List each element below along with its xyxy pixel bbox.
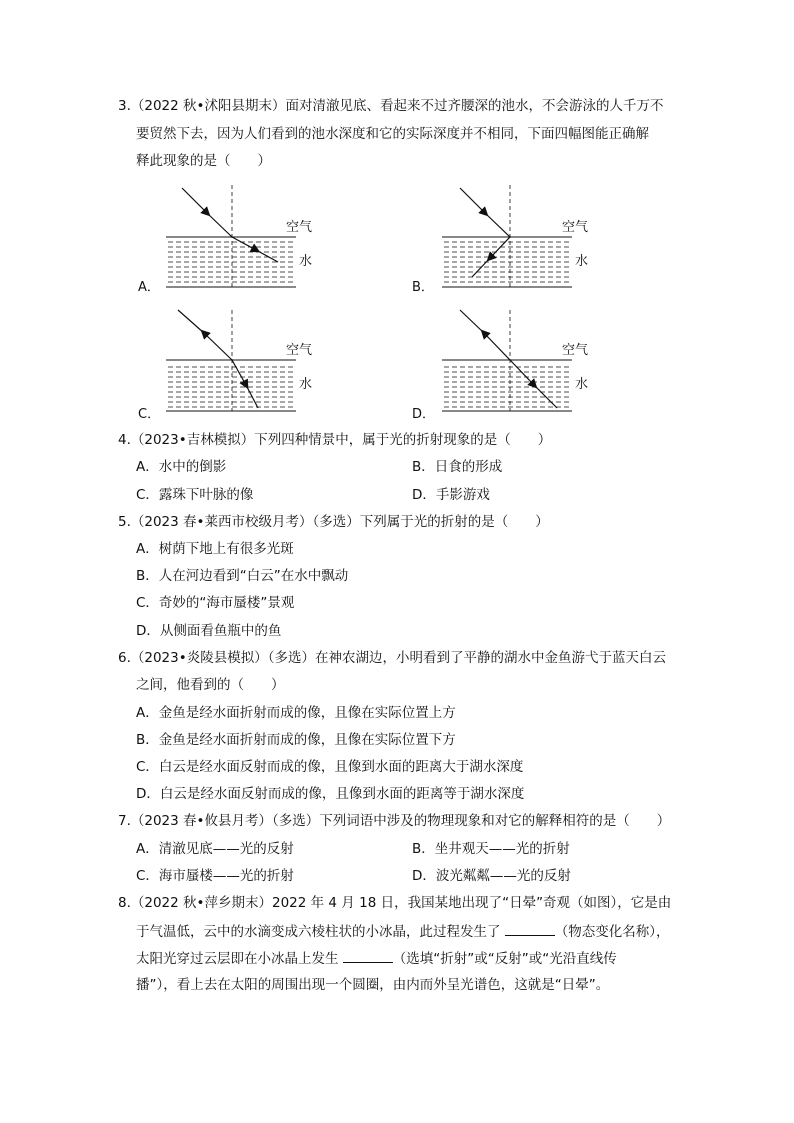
figure-c bbox=[136, 305, 336, 420]
q7-stem: 7.（2023 春•攸县月考）（多选）下列词语中涉及的物理现象和对它的解释相符的是（ ） bbox=[118, 813, 671, 829]
air-label: 空气 bbox=[562, 220, 589, 235]
q6-stem-line2: 之间，他看到的（ ） bbox=[136, 677, 285, 693]
q8-stem-line4: 播”），看上去在太阳的周围出现一个圆圈，由内而外呈光谱色，这就是“日晕”。 bbox=[136, 977, 610, 993]
q8-blank-1[interactable] bbox=[505, 921, 555, 936]
q8-blank-2[interactable] bbox=[343, 948, 393, 963]
q4-option-b: B．日食的形成 bbox=[412, 459, 503, 475]
q7-option-b: B．坐井观天——光的折射 bbox=[412, 841, 570, 857]
air-label: 空气 bbox=[286, 220, 313, 235]
figure-c-diagram bbox=[136, 305, 336, 420]
q7-option-d: D．波光粼粼——光的反射 bbox=[412, 868, 571, 884]
q5-option-a: A．树荫下地上有很多光斑 bbox=[136, 541, 294, 557]
figure-a-label: A． bbox=[138, 280, 160, 295]
figure-a bbox=[136, 180, 336, 295]
q8-line3-part1: 太阳光穿过云层即在小冰晶上发生 bbox=[136, 951, 343, 967]
air-label: 空气 bbox=[562, 343, 589, 358]
q8-stem-line1: 8.（2022 秋•萍乡期末）2022 年 4 月 18 日，我国某地出现了“日晕”奇观（如图），它是由 bbox=[118, 895, 672, 911]
q8-line3-part2: （选填“折射”或“反射”或“光沿直线传 bbox=[392, 951, 617, 967]
figure-d-label: D． bbox=[412, 407, 436, 422]
q8-stem-line3 bbox=[136, 948, 617, 969]
q6-option-b: B．金鱼是经水面折射而成的像，且像在实际位置下方 bbox=[136, 732, 456, 748]
q8-line2-part2: （物态变化名称）， bbox=[554, 924, 670, 940]
q7-option-a: A．清澈见底——光的反射 bbox=[136, 841, 294, 857]
q4-stem: 4.（2023•吉林模拟）下列四种情景中，属于光的折射现象的是（ ） bbox=[118, 432, 552, 448]
q6-option-c: C．白云是经水面反射而成的像，且像到水面的距离大于湖水深度 bbox=[136, 759, 524, 775]
figure-d bbox=[412, 305, 612, 420]
air-label: 空气 bbox=[286, 343, 313, 358]
q5-option-c: C．奇妙的“海市蜃楼”景观 bbox=[136, 595, 295, 611]
water-label: 水 bbox=[299, 377, 313, 392]
q3-stem-line1: 3.（2022 秋•沭阳县期末）面对清澈见底、看起来不过齐腰深的池水，不会游泳的人千万不 bbox=[118, 98, 664, 114]
figure-a-diagram bbox=[136, 180, 336, 295]
water-label: 水 bbox=[575, 377, 589, 392]
q6-stem-line1: 6.（2023•炎陵县模拟）（多选）在神农湖边，小明看到了平静的湖水中金鱼游弋于蓝天白云 bbox=[118, 650, 666, 666]
q4-option-a: A．水中的倒影 bbox=[136, 459, 227, 475]
q8-line2-part1: 于气温低，云中的水滴变成六棱柱状的小冰晶，此过程发生了 bbox=[136, 924, 505, 940]
q3-stem-line2: 要贸然下去，因为人们看到的池水深度和它的实际深度并不相同，下面四幅图能正确解 bbox=[136, 126, 649, 142]
q3-stem-line3: 释此现象的是（ ） bbox=[136, 153, 271, 169]
figure-c-label: C． bbox=[138, 407, 161, 422]
q7-option-c: C．海市蜃楼——光的折射 bbox=[136, 868, 294, 884]
q5-option-d: D．从侧面看鱼瓶中的鱼 bbox=[136, 623, 282, 639]
q8-stem-line2 bbox=[136, 921, 670, 942]
q6-option-a: A．金鱼是经水面折射而成的像，且像在实际位置上方 bbox=[136, 705, 456, 721]
q5-option-b: B．人在河边看到“白云”在水中飘动 bbox=[136, 568, 349, 584]
q6-option-d: D．白云是经水面反射而成的像，且像到水面的距离等于湖水深度 bbox=[136, 786, 525, 802]
q5-stem: 5.（2023 春•莱西市校级月考）（多选）下列属于光的折射的是（ ） bbox=[118, 514, 549, 530]
figure-d-diagram bbox=[412, 305, 612, 420]
figure-b bbox=[412, 180, 612, 295]
q4-option-c: C．露珠下叶脉的像 bbox=[136, 487, 254, 503]
figure-b-label: B． bbox=[412, 280, 434, 295]
figure-b-diagram bbox=[412, 180, 612, 295]
q4-option-d: D．手影游戏 bbox=[412, 487, 490, 503]
water-label: 水 bbox=[575, 254, 589, 269]
water-label: 水 bbox=[299, 254, 313, 269]
